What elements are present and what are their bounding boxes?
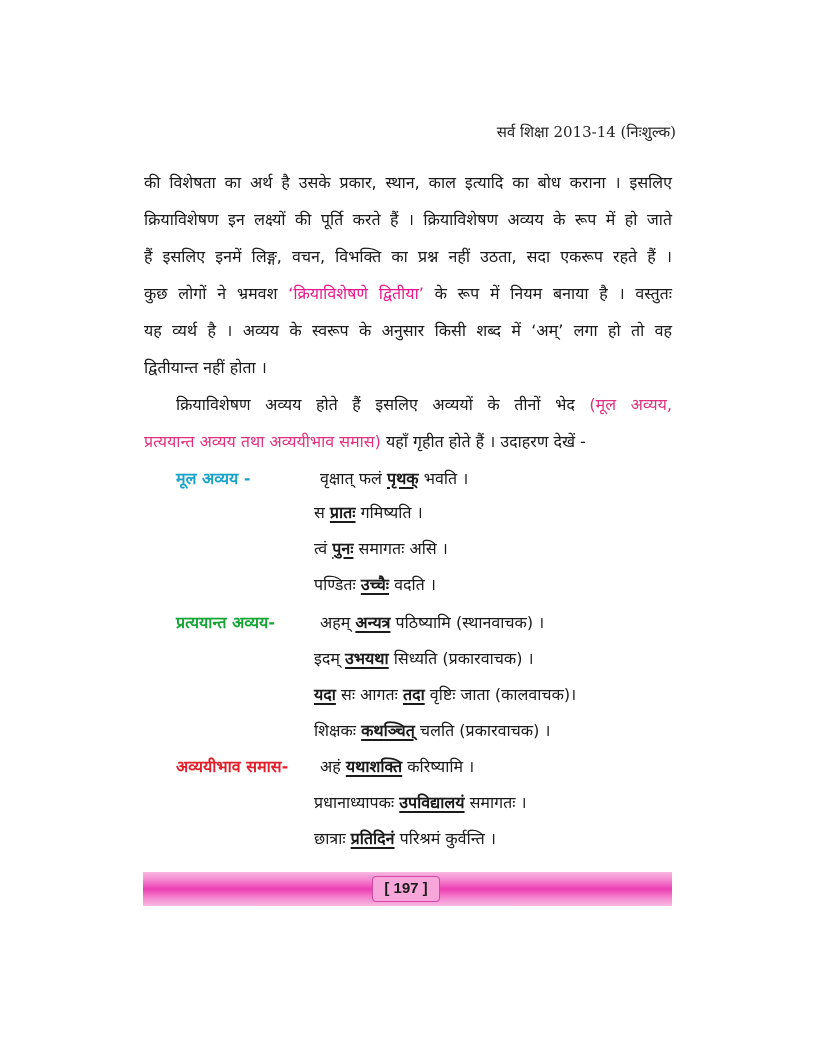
page-number: [ 197 ]	[372, 876, 440, 902]
example-sentence: इदम् उभयथा सिध्यति (प्रकारवाचक) ।	[314, 649, 534, 668]
paragraph-line: हैं इसलिए इनमें लिङ्ग, वचन, विभक्ति का प्रश्न नहीं उठता, सदा एकरूप रहते हैं ।	[144, 247, 672, 266]
avyaya-word: तदा	[402, 685, 425, 704]
category-label-avyayibhava: अव्ययीभाव समास-	[176, 757, 289, 776]
example-sentence: वृक्षात् फलं पृथक् भवति ।	[320, 469, 469, 488]
examples-section	[144, 462, 672, 862]
rule-highlight: ‘क्रियाविशेषणे द्वितीया’	[288, 284, 424, 303]
paragraph-line: यह व्यर्थ है । अव्यय के स्वरूप के अनुसार किसी शब्द में ‘अम्’ लगा हो तो वह	[144, 321, 672, 340]
types-highlight: प्रत्ययान्त अव्यय तथा अव्ययीभाव समास)	[144, 432, 381, 451]
types-highlight: (मूल अव्यय,	[589, 395, 672, 414]
paragraph-line	[144, 275, 672, 312]
paragraph-line: द्वितीयान्त नहीं होता ।	[144, 358, 267, 377]
line-text: क्रियाविशेषण अव्यय होते हैं इसलिए अव्ययों के तीनों भेद	[176, 395, 590, 414]
category-label-pratyayanta: प्रत्ययान्त अव्यय-	[176, 613, 275, 632]
avyaya-word: अन्यत्र	[355, 613, 391, 632]
paragraph-line: क्रियाविशेषण इन लक्ष्यों की पूर्ति करते हैं । क्रियाविशेषण अव्यय के रूप में हो जाते	[144, 210, 672, 229]
avyaya-word: प्रातः	[329, 503, 356, 522]
avyaya-word: उच्चैः	[360, 575, 390, 594]
example-row	[144, 750, 672, 784]
example-sentence: स प्रातः गमिष्यति ।	[314, 503, 423, 522]
example-row	[144, 496, 672, 530]
avyaya-word: पुनः	[332, 539, 354, 558]
example-row	[144, 678, 672, 712]
example-sentence: यदा सः आगतः तदा वृष्टिः जाता (कालवाचक)।	[314, 685, 577, 704]
avyaya-word: यथाशक्ति	[345, 757, 403, 776]
avyaya-word: यदा	[314, 685, 336, 704]
avyaya-word: प्रतिदिनं	[350, 829, 395, 848]
example-row	[144, 822, 672, 856]
paragraph-line	[144, 386, 672, 423]
example-row	[144, 714, 672, 748]
example-row	[144, 568, 672, 602]
example-sentence: प्रधानाध्यापकः उपविद्यालयं समागतः ।	[314, 793, 527, 812]
line-text: के रूप में नियम बनाया है । वस्तुतः	[423, 284, 673, 303]
example-sentence: पण्डितः उच्चैः वदति ।	[314, 575, 436, 594]
example-sentence: अहम् अन्यत्र पठिष्यामि (स्थानवाचक) ।	[320, 613, 545, 632]
example-sentence: अहं यथाशक्ति करिष्यामि ।	[320, 757, 475, 776]
example-row	[144, 462, 672, 496]
avyaya-word: कथञ्चित्	[361, 721, 415, 740]
paragraph-line: की विशेषता का अर्थ है उसके प्रकार, स्थान, काल इत्यादि का बोध कराना । इसलिए	[144, 173, 672, 192]
example-sentence: छात्राः प्रतिदिनं परिश्रमं कुर्वन्ति ।	[314, 829, 496, 848]
example-row	[144, 606, 672, 640]
line-text: कुछ लोगों ने भ्रमवश	[144, 284, 289, 303]
line-text: यहाँ गृहीत होते हैं । उदाहरण देखें -	[380, 432, 586, 451]
example-sentence: त्वं पुनः समागतः असि ।	[314, 539, 448, 558]
avyaya-word: उभयथा	[345, 649, 389, 668]
example-row	[144, 786, 672, 820]
example-row	[144, 532, 672, 566]
avyaya-word: उपविद्यालयं	[399, 793, 465, 812]
page-header: सर्व शिक्षा 2013-14 (निःशुल्क)	[496, 123, 676, 141]
category-label-mool: मूल अव्यय -	[176, 469, 251, 488]
example-sentence: शिक्षकः कथञ्चित् चलति (प्रकारवाचक) ।	[314, 721, 551, 740]
avyaya-word: पृथक्	[387, 469, 419, 488]
body-text	[144, 164, 672, 460]
paragraph-line	[144, 423, 672, 460]
example-row	[144, 642, 672, 676]
